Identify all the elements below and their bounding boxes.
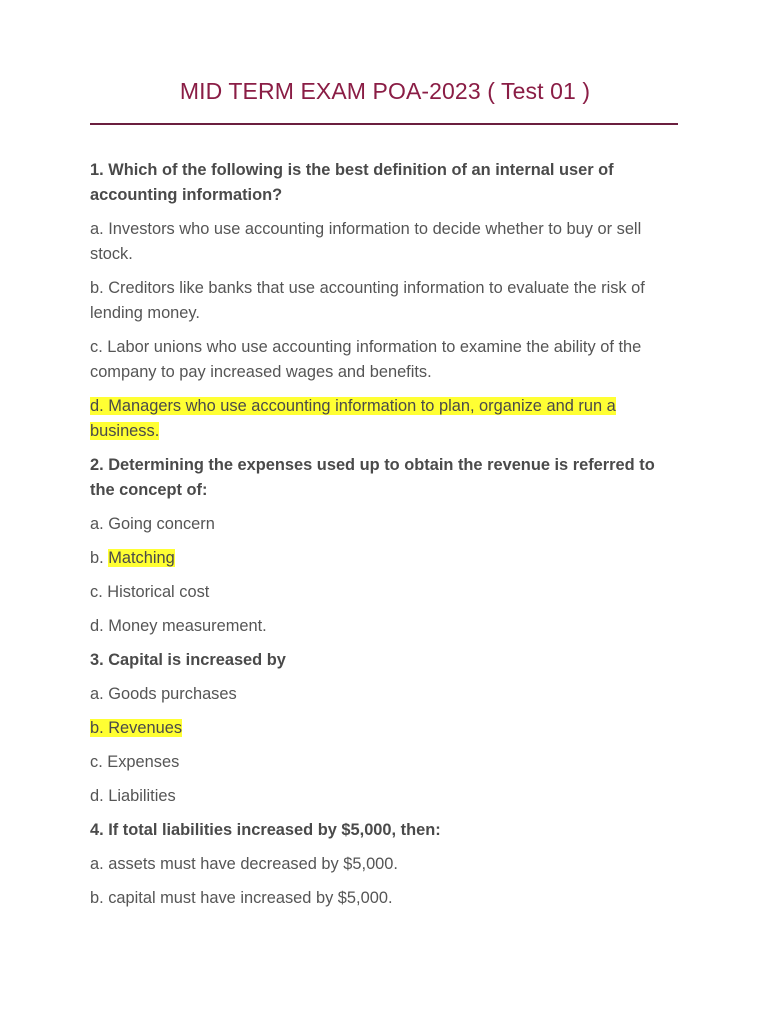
question-1-option-b: b. Creditors like banks that use accounting information to evaluate the risk of lending money. [90, 279, 645, 322]
highlighted-answer: d. Managers who use accounting information to plan, organize and run a business. [90, 397, 616, 440]
question-1-option-c: c. Labor unions who use accounting information to examine the ability of the company to pay increased wages and benefits. [90, 338, 642, 381]
question-2-option-d: d. Money measurement. [90, 617, 267, 635]
exam-title: MID TERM EXAM POA-2023 ( Test 01 ) [179, 78, 591, 104]
question-3-option-b [90, 716, 680, 741]
question-4-option-b: b. capital must have increased by $5,000. [90, 889, 393, 907]
question-3: 3. Capital is increased by [90, 651, 286, 669]
questions-body [90, 158, 680, 920]
question-3-option-a: a. Goods purchases [90, 685, 237, 703]
question-1-option-d [90, 394, 680, 444]
question-1: 1. Which of the following is the best definition of an internal user of accounting information? [90, 161, 614, 204]
question-2-option-c: c. Historical cost [90, 583, 210, 601]
title-divider [90, 123, 678, 125]
question-1-option-a: a. Investors who use accounting information to decide whether to buy or sell stock. [90, 220, 642, 263]
question-3-option-c: c. Expenses [90, 753, 180, 771]
option-prefix: b. [90, 549, 109, 567]
question-2: 2. Determining the expenses used up to obtain the revenue is referred to the concept of: [90, 456, 655, 499]
question-2-option-b [90, 546, 680, 571]
question-2-option-a: a. Going concern [90, 515, 215, 533]
question-4-option-a: a. assets must have decreased by $5,000. [90, 855, 398, 873]
highlighted-answer: b. Revenues [90, 719, 183, 737]
question-3-option-d: d. Liabilities [90, 787, 176, 805]
highlighted-answer: Matching [108, 549, 175, 567]
question-4: 4. If total liabilities increased by $5,000, then: [90, 821, 441, 839]
